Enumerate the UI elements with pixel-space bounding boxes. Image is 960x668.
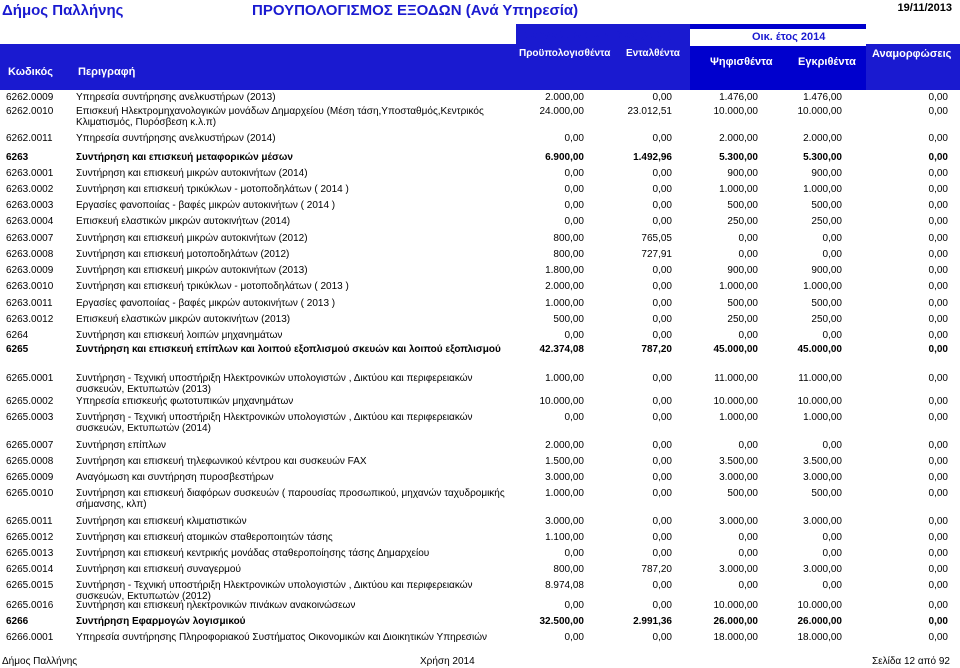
row-value: 3.500,00 (719, 456, 758, 467)
page-title: Δήμος Παλλήνης (2, 2, 124, 19)
row-code: 6263.0007 (6, 233, 54, 244)
row-code: 6265.0001 (6, 373, 54, 384)
row-code: 6263.0010 (6, 281, 54, 292)
row-value: 0,00 (738, 532, 758, 543)
row-value: 11.000,00 (798, 373, 842, 384)
row-description: Υπηρεσία επισκευής φωτοτυπικών μηχανημάτων (76, 396, 294, 407)
row-description: Συντήρηση και επισκευή ηλεκτρονικών πινάκων ανακοινώσεων (76, 600, 356, 611)
row-value: 1.000,00 (803, 281, 842, 292)
row-value: 0,00 (738, 548, 758, 559)
row-value: 0,00 (738, 233, 758, 244)
row-code: 6265.0016 (6, 600, 54, 611)
row-value: 500,00 (553, 314, 584, 325)
row-description: Συντήρηση - Τεχνική υποστήριξη Ηλεκτρονικών υπολογιστών , Δικτύου και περιφερειακών συσκευών, Εκτυπωτών (2014) (76, 412, 473, 434)
row-code: 6263 (6, 152, 29, 163)
row-value: 0,00 (564, 216, 584, 227)
row-description: Εργασίες φανοποιίας - βαφές μικρών αυτοκινήτων ( 2014 ) (76, 200, 336, 211)
row-value: 0,00 (652, 265, 672, 276)
row-value: 24.000,00 (539, 106, 584, 117)
row-value: 500,00 (811, 488, 842, 499)
row-code: 6266 (6, 616, 29, 627)
row-value: 0,00 (822, 532, 842, 543)
row-value: 1.000,00 (803, 184, 842, 195)
row-description: Αναγόμωση και συντήρηση πυροσβεστήρων (76, 472, 274, 483)
row-value: 0,00 (928, 168, 948, 179)
row-value: 0,00 (928, 233, 948, 244)
row-description: Συντήρηση - Τεχνική υποστήριξη Ηλεκτρονικών υπολογιστών , Δικτύου και περιφερειακών συσκευών, Εκτυπωτών (2012) (76, 580, 473, 602)
row-value: 0,00 (928, 412, 948, 423)
row-value: 0,00 (564, 330, 584, 341)
row-code: 6262.0011 (6, 133, 53, 144)
row-description: Συντήρηση και επισκευή μεταφορικών μέσων (76, 152, 293, 163)
row-value: 1.000,00 (803, 412, 842, 423)
col-amend-header: Αναμορφώσεις (872, 48, 952, 60)
row-code: 6265.0013 (6, 548, 54, 559)
row-value: 26.000,00 (797, 616, 842, 627)
row-value: 2.000,00 (545, 281, 584, 292)
row-code: 6265.0007 (6, 440, 54, 451)
row-value: 0,00 (928, 456, 948, 467)
row-value: 10.000,00 (797, 396, 842, 407)
row-value: 10.000,00 (713, 106, 758, 117)
row-value: 2.000,00 (545, 92, 584, 103)
row-value: 500,00 (727, 298, 758, 309)
row-value: 0,00 (928, 632, 948, 643)
row-code: 6264 (6, 330, 29, 341)
row-code: 6265.0008 (6, 456, 54, 467)
row-description: Επισκευή ελαστικών μικρών αυτοκινήτων (2013) (76, 314, 291, 325)
row-value: 3.000,00 (719, 564, 758, 575)
row-value: 0,00 (652, 373, 672, 384)
row-value: 1.476,00 (719, 92, 758, 103)
row-value: 0,00 (564, 632, 584, 643)
row-description: Συντήρηση και επισκευή μικρών αυτοκινήτων (2013) (76, 265, 308, 276)
row-code: 6265.0011 (6, 516, 53, 527)
row-value: 0,00 (928, 516, 948, 527)
row-value: 0,00 (822, 330, 842, 341)
row-value: 800,00 (553, 249, 584, 260)
row-value: 42.374,08 (539, 344, 584, 355)
row-value: 0,00 (928, 216, 948, 227)
row-code: 6265.0012 (6, 532, 54, 543)
row-value: 0,00 (652, 184, 672, 195)
row-value: 0,00 (564, 600, 584, 611)
row-value: 1.000,00 (545, 488, 584, 499)
row-value: 1.000,00 (719, 281, 758, 292)
row-value: 45.000,00 (713, 344, 758, 355)
row-value: 0,00 (738, 330, 758, 341)
row-description: Συντήρηση - Τεχνική υποστήριξη Ηλεκτρονικών υπολογιστών , Δικτύου και περιφερειακών συσκευών, Εκτυπωτών (2013) (76, 373, 473, 395)
row-value: 787,20 (641, 564, 672, 575)
row-value: 0,00 (652, 440, 672, 451)
row-value: 1.000,00 (545, 298, 584, 309)
row-code: 6263.0002 (6, 184, 54, 195)
row-value: 0,00 (928, 600, 948, 611)
row-value: 765,05 (641, 233, 672, 244)
row-code: 6265.0003 (6, 412, 54, 423)
row-value: 0,00 (928, 281, 948, 292)
row-value: 3.000,00 (545, 472, 584, 483)
row-value: 0,00 (928, 532, 948, 543)
row-description: Υπηρεσία συντήρησης Πληροφοριακού Συστήματος Οικονομικών και Διοικητικών Υπηρεσιών (76, 632, 488, 643)
row-value: 0,00 (652, 412, 672, 423)
footer-municipality: Δήμος Παλλήνης (2, 656, 78, 667)
row-value: 787,20 (641, 344, 672, 355)
row-value: 500,00 (811, 200, 842, 211)
row-value: 5.300,00 (803, 152, 842, 163)
row-value: 0,00 (652, 600, 672, 611)
row-description: Συντήρηση επίπλων (76, 440, 167, 451)
row-value: 1.800,00 (545, 265, 584, 276)
row-value: 0,00 (652, 472, 672, 483)
row-value: 18.000,00 (797, 632, 842, 643)
row-value: 0,00 (652, 548, 672, 559)
row-value: 10.000,00 (539, 396, 584, 407)
row-value: 250,00 (811, 314, 842, 325)
row-value: 0,00 (564, 133, 584, 144)
row-value: 3.000,00 (803, 564, 842, 575)
col-budgeted-header: Προϋπολογισθέντα (519, 48, 611, 59)
row-value: 1.000,00 (719, 184, 758, 195)
row-value: 250,00 (811, 216, 842, 227)
row-value: 0,00 (928, 440, 948, 451)
row-value: 2.991,36 (633, 616, 672, 627)
row-value: 0,00 (928, 249, 948, 260)
row-value: 0,00 (928, 184, 948, 195)
row-description: Συντήρηση και επισκευή τρικύκλων - μοτοποδηλάτων ( 2014 ) (76, 184, 349, 195)
row-description: Συντήρηση και επισκευή επίπλων και λοιπού εξοπλισμού σκευών και λοιπού εξοπλισμού (76, 344, 501, 355)
row-value: 3.000,00 (803, 472, 842, 483)
row-description: Συντήρηση και επισκευή τρικύκλων - μοτοποδηλάτων ( 2013 ) (76, 281, 349, 292)
row-code: 6266.0001 (6, 632, 54, 643)
row-value: 10.000,00 (713, 396, 758, 407)
row-value: 10.000,00 (797, 106, 842, 117)
row-value: 0,00 (928, 373, 948, 384)
row-value: 0,00 (928, 488, 948, 499)
row-description: Εργασίες φανοποιίας - βαφές μικρών αυτοκινήτων ( 2013 ) (76, 298, 336, 309)
row-code: 6265 (6, 344, 29, 355)
col-committed-header: Ενταλθέντα (626, 48, 680, 59)
row-value: 0,00 (928, 580, 948, 591)
row-code: 6265.0014 (6, 564, 54, 575)
row-value: 800,00 (553, 233, 584, 244)
row-value: 0,00 (652, 314, 672, 325)
row-description: Συντήρηση και επισκευή τηλεφωνικού κέντρου και συσκευών FAX (76, 456, 367, 467)
row-description: Συντήρηση και επισκευή ατομικών σταθεροποιητών τάσης (76, 532, 333, 543)
row-value: 26.000,00 (713, 616, 758, 627)
row-value: 0,00 (928, 344, 948, 355)
row-value: 0,00 (652, 456, 672, 467)
row-description: Υπηρεσία συντήρησης ανελκυστήρων (2014) (76, 133, 276, 144)
row-value: 0,00 (652, 580, 672, 591)
row-value: 0,00 (822, 440, 842, 451)
row-value: 8.974,08 (545, 580, 584, 591)
row-description: Συντήρηση Εφαρμογών λογισμικού (76, 616, 246, 627)
row-value: 250,00 (727, 216, 758, 227)
row-value: 0,00 (928, 200, 948, 211)
row-value: 0,00 (928, 298, 948, 309)
row-code: 6265.0015 (6, 580, 54, 591)
row-value: 1.000,00 (719, 412, 758, 423)
row-value: 0,00 (652, 488, 672, 499)
row-value: 2.000,00 (803, 133, 842, 144)
row-value: 0,00 (564, 200, 584, 211)
row-value: 1.476,00 (803, 92, 842, 103)
row-value: 10.000,00 (797, 600, 842, 611)
row-value: 6.900,00 (545, 152, 584, 163)
row-value: 0,00 (652, 200, 672, 211)
row-value: 0,00 (928, 106, 948, 117)
row-value: 800,00 (553, 564, 584, 575)
row-value: 0,00 (928, 314, 948, 325)
col-approved-header: Εγκριθέντα (798, 56, 856, 68)
row-value: 0,00 (652, 281, 672, 292)
row-description: Συντήρηση και επισκευή μικρών αυτοκινήτων (2014) (76, 168, 308, 179)
row-value: 0,00 (652, 532, 672, 543)
row-value: 3.000,00 (545, 516, 584, 527)
row-value: 0,00 (738, 249, 758, 260)
row-code: 6263.0011 (6, 298, 53, 309)
row-code: 6265.0010 (6, 488, 54, 499)
row-value: 0,00 (928, 472, 948, 483)
row-value: 900,00 (727, 168, 758, 179)
row-value: 250,00 (727, 314, 758, 325)
row-value: 0,00 (928, 616, 948, 627)
row-value: 0,00 (652, 298, 672, 309)
report-date: 19/11/2013 (897, 2, 952, 14)
row-value: 0,00 (928, 396, 948, 407)
row-value: 0,00 (928, 133, 948, 144)
row-value: 23.012,51 (627, 106, 672, 117)
row-value: 0,00 (652, 516, 672, 527)
row-description: Συντήρηση και επισκευή λοιπών μηχανημάτων (76, 330, 283, 341)
row-code: 6265.0009 (6, 472, 54, 483)
row-description: Υπηρεσία συντήρησης ανελκυστήρων (2013) (76, 92, 276, 103)
row-code: 6265.0002 (6, 396, 54, 407)
row-value: 1.000,00 (545, 373, 584, 384)
footer-page-number: Σελίδα 12 από 92 (871, 656, 950, 667)
footer-fiscal-year: Χρήση 2014 (420, 656, 475, 667)
row-description: Συντήρηση και επισκευή κεντρικής μονάδας σταθεροποίησης τάσης Δημαρχείου (76, 548, 430, 559)
row-value: 3.500,00 (803, 456, 842, 467)
row-value: 0,00 (928, 564, 948, 575)
row-value: 500,00 (727, 488, 758, 499)
row-value: 900,00 (811, 168, 842, 179)
col-desc-header: Περιγραφή (78, 66, 136, 78)
row-description: Συντήρηση και επισκευή διαφόρων συσκευών ( παρουσίας προσωπικού, μηχανών ταχυδρομικής σήμανσης, κλπ) (76, 488, 505, 510)
row-code: 6263.0003 (6, 200, 54, 211)
row-value: 1.100,00 (545, 532, 584, 543)
row-description: Συντήρηση και επισκευή μικρών αυτοκινήτων (2012) (76, 233, 308, 244)
row-code: 6263.0009 (6, 265, 54, 276)
row-value: 0,00 (564, 168, 584, 179)
row-value: 0,00 (822, 249, 842, 260)
row-description: Συντήρηση και επισκευή κλιματιστικών (76, 516, 247, 527)
row-value: 0,00 (564, 548, 584, 559)
row-value: 0,00 (822, 548, 842, 559)
row-description: Επισκευή ελαστικών μικρών αυτοκινήτων (2014) (76, 216, 291, 227)
row-value: 0,00 (738, 580, 758, 591)
row-value: 45.000,00 (797, 344, 842, 355)
row-value: 0,00 (738, 440, 758, 451)
row-value: 0,00 (822, 580, 842, 591)
row-code: 6262.0010 (6, 106, 54, 117)
row-value: 0,00 (652, 168, 672, 179)
row-value: 0,00 (564, 412, 584, 423)
cur-year-label: Οικ. έτος 2014 (752, 31, 826, 43)
row-code: 6263.0004 (6, 216, 54, 227)
row-value: 1.492,96 (633, 152, 672, 163)
row-value: 3.000,00 (719, 516, 758, 527)
row-value: 0,00 (928, 548, 948, 559)
row-value: 0,00 (652, 133, 672, 144)
row-value: 0,00 (652, 330, 672, 341)
row-value: 727,91 (641, 249, 672, 260)
row-value: 0,00 (928, 330, 948, 341)
row-value: 500,00 (727, 200, 758, 211)
col-code-header: Κωδικός (8, 66, 53, 78)
row-value: 0,00 (928, 152, 948, 163)
row-value: 2.000,00 (545, 440, 584, 451)
row-value: 10.000,00 (713, 600, 758, 611)
row-value: 2.000,00 (719, 133, 758, 144)
prev-year-label: Προηγούμενο Οικ. έτος (2013) (516, 29, 672, 41)
row-value: 18.000,00 (713, 632, 758, 643)
row-code: 6263.0012 (6, 314, 54, 325)
row-code: 6263.0008 (6, 249, 54, 260)
row-value: 900,00 (727, 265, 758, 276)
row-value: 0,00 (564, 184, 584, 195)
row-value: 0,00 (652, 396, 672, 407)
row-value: 5.300,00 (719, 152, 758, 163)
row-value: 0,00 (822, 233, 842, 244)
col-voted-header: Ψηφισθέντα (710, 56, 773, 68)
report-title: ΠΡΟΥΠΟΛΟΓΙΣΜΟΣ ΕΞΟΔΩΝ (Ανά Υπηρεσία) (252, 2, 579, 19)
row-value: 32.500,00 (539, 616, 584, 627)
row-value: 0,00 (652, 632, 672, 643)
row-value: 1.500,00 (545, 456, 584, 467)
row-value: 900,00 (811, 265, 842, 276)
row-value: 3.000,00 (719, 472, 758, 483)
row-value: 500,00 (811, 298, 842, 309)
row-value: 0,00 (928, 265, 948, 276)
row-value: 0,00 (928, 92, 948, 103)
row-description: Επισκευή Ηλεκτρομηχανολογικών μονάδων Δημαρχείου (Μέση τάση,Υποσταθμός,Κεντρικός Κλιματισμός, Πυρόσβεση κ.λ.π) (76, 106, 484, 128)
row-code: 6262.0009 (6, 92, 54, 103)
row-description: Συντήρηση και επισκευή συναγερμού (76, 564, 241, 575)
row-description: Συντήρηση και επισκευή μοτοποδηλάτων (2012) (76, 249, 290, 260)
row-value: 0,00 (652, 92, 672, 103)
row-value: 0,00 (652, 216, 672, 227)
row-value: 11.000,00 (714, 373, 758, 384)
row-code: 6263.0001 (6, 168, 54, 179)
row-value: 3.000,00 (803, 516, 842, 527)
